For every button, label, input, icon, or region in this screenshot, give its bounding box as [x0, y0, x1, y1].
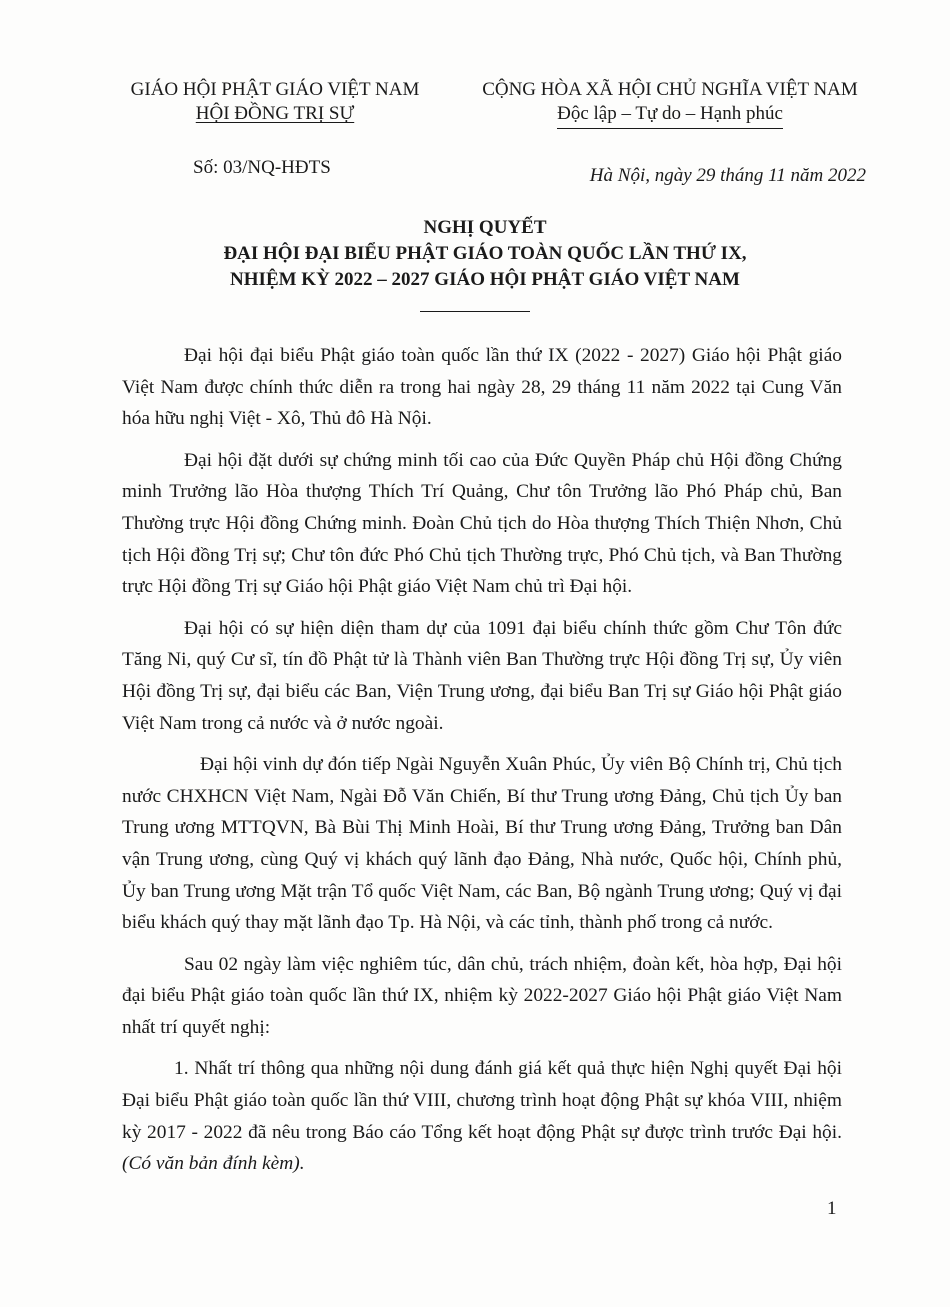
page-number: 1: [827, 1198, 837, 1219]
attachment-note: (Có văn bản đính kèm).: [122, 1153, 305, 1175]
organization-name: GIÁO HỘI PHẬT GIÁO VIỆT NAM: [130, 79, 420, 100]
document-body: [122, 340, 842, 1190]
issuing-organization: [110, 78, 440, 126]
state-name: CỘNG HÒA XÃ HỘI CHỦ NGHĨA VIỆT NAM: [482, 79, 858, 100]
paragraph: Đại hội đại biểu Phật giáo toàn quốc lần thứ IX (2022 - 2027) Giáo hội Phật giáo Việt Nam được chính thức diễn ra trong hai ngày 28, 29 tháng 11 năm 2022 tại Cung Văn hóa hữu nghị Việt - Xô, Thủ đô Hà Nội.: [122, 345, 842, 430]
paragraph: Sau 02 ngày làm việc nghiêm túc, dân chủ, trách nhiệm, đoàn kết, hòa hợp, Đại hội đại biểu Phật giáo toàn quốc lần thứ IX, nhiệm kỳ 2022-2027 Giáo hội Phật giáo Việt Nam nhất trí quyết nghị:: [122, 953, 842, 1038]
resolution-item: [122, 1053, 842, 1179]
paragraph: Đại hội đặt dưới sự chứng minh tối cao của Đức Quyền Pháp chủ Hội đồng Chứng minh Trưởng lão Hòa thượng Thích Trí Quảng, Chư tôn Trưởng lão Phó Pháp chủ, Ban Thường trực Hội đồng Chứng minh. Đoàn Chủ tịch do Hòa thượng Thích Thiện Nhơn, Chủ tịch Hội đồng Trị sự; Chư tôn đức Phó Chủ tịch Thường trực, Phó Chủ tịch, và Ban Thường trực Hội đồng Trị sự Giáo hội Phật giáo Việt Nam chủ trì Đại hội.: [122, 449, 842, 598]
title-line-3: NHIỆM KỲ 2022 – 2027 GIÁO HỘI PHẬT GIÁO VIỆT NAM: [230, 269, 740, 290]
title-divider: [420, 311, 530, 312]
council-name: HỘI ĐỒNG TRỊ SỰ: [195, 103, 355, 124]
paragraph: Đại hội vinh dự đón tiếp Ngài Nguyễn Xuân Phúc, Ủy viên Bộ Chính trị, Chủ tịch nước CHXHCN Việt Nam, Ngài Đỗ Văn Chiến, Bí thư Trung ương Đảng, Chủ tịch Ủy ban Trung ương MTTQVN, Bà Bùi Thị Minh Hoài, Bí thư Trung ương Đảng, Trưởng ban Dân vận Trung ương, cùng Quý vị khách quý lãnh đạo Đảng, Nhà nước, Quốc hội, Chính phủ, Ủy ban Trung ương Mặt trận Tổ quốc Việt Nam, các Ban, Bộ ngành Trung ương; Quý vị đại biểu khách quý thay mặt lãnh đạo Tp. Hà Nội, và các tỉnh, thành phố trong cả nước.: [122, 754, 842, 934]
title-line-1: NGHỊ QUYẾT: [423, 217, 547, 238]
document-title: [90, 215, 880, 293]
title-line-2: ĐẠI HỘI ĐẠI BIỂU PHẬT GIÁO TOÀN QUỐC LẦN THỨ IX,: [223, 243, 747, 264]
place-and-date: Hà Nội, ngày 29 tháng 11 năm 2022: [589, 165, 866, 186]
resolution-item-text: 1. Nhất trí thông qua những nội dung đánh giá kết quả thực hiện Nghị quyết Đại hội Đại biểu Phật giáo toàn quốc lần thứ VIII, chương trình hoạt động Phật sự khóa VIII, nhiệm kỳ 2017 - 2022 đã nêu trong Báo cáo Tổng kết hoạt động Phật sự được trình trước Đại hội.: [122, 1058, 842, 1143]
paragraph: Đại hội có sự hiện diện tham dự của 1091 đại biểu chính thức gồm Chư Tôn đức Tăng Ni, quý Cư sĩ, tín đồ Phật tử là Thành viên Ban Thường trực Hội đồng Trị sự, Ủy viên Hội đồng Trị sự, đại biểu các Ban, Viện Trung ương, đại biểu Ban Trị sự Giáo hội Phật giáo Việt Nam trong cả nước và ở nước ngoài.: [122, 617, 842, 734]
national-motto: [470, 78, 870, 129]
motto: Độc lập – Tự do – Hạnh phúc: [557, 102, 783, 129]
document-number: Số: 03/NQ-HĐTS: [193, 157, 331, 178]
